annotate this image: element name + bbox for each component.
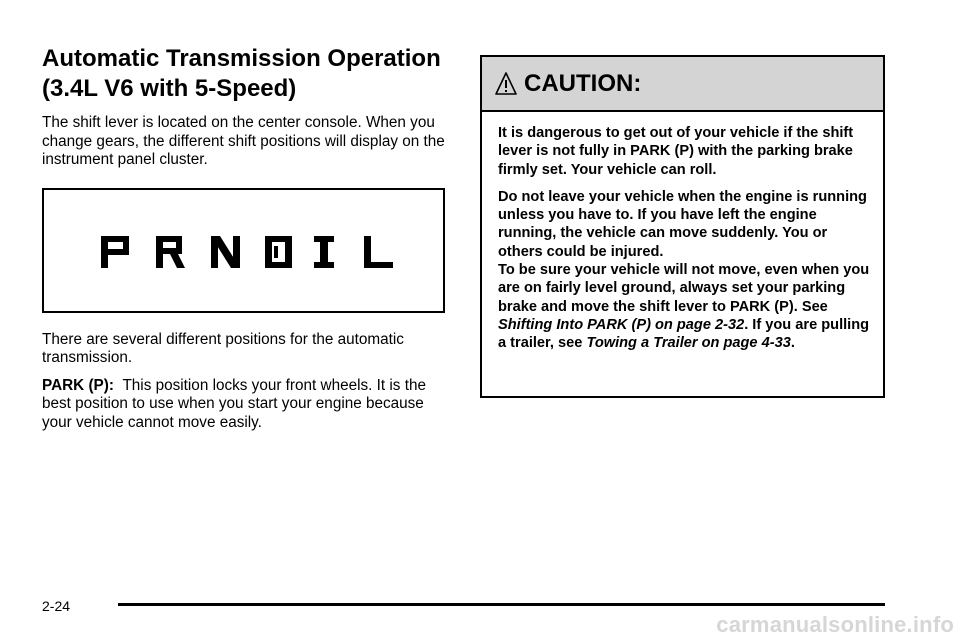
page-number: 2-24	[42, 598, 71, 614]
shift-indicator-figure	[42, 188, 445, 313]
xref-towing-a-trailer[interactable]: Towing a Trailer on page 4-33	[586, 335, 791, 352]
caution-paragraph-2: Do not leave your vehicle when the engine is running unless you have to. If you have left the engine running, the vehicle can move suddenly. You or others could be injured.	[498, 188, 867, 260]
warning-triangle-icon	[494, 71, 518, 97]
park-term: PARK (P):	[42, 376, 114, 394]
caution-text-c: .	[790, 335, 795, 352]
watermark-text: carmanualsonline.info	[716, 612, 954, 637]
intro-paragraph: The shift lever is located on the center console. When you change gears, the different shift positions will display on the instrument panel cluster.	[42, 114, 445, 168]
title-line-1: Automatic Transmission Operation	[42, 45, 441, 72]
shift-letter-l	[364, 236, 393, 268]
park-description: This position locks your front wheels. It is the best position to use when you start your engine because your vehicle cannot move easily.	[42, 376, 426, 431]
page-title	[42, 44, 447, 104]
caution-paragraph-1: It is dangerous to get out of your vehicle if the shift lever is not fully in PARK (P) with the parking brake firmly set. Your vehicle can roll.	[498, 125, 854, 178]
shift-letter-d	[265, 236, 292, 268]
left-column	[42, 44, 447, 441]
caution-body	[482, 112, 883, 353]
prndl-display	[99, 234, 399, 270]
xref-shifting-into-park[interactable]: Shifting Into PARK (P) on page 2-32	[498, 316, 745, 333]
park-paragraph	[42, 377, 447, 433]
shift-letter-r	[156, 236, 185, 268]
footer-divider	[118, 603, 885, 606]
caution-text-a: To be sure your vehicle will not move, even when you are on fairly level ground, always set your parking brake and move the shift lever to PARK (P). See	[498, 262, 870, 315]
caution-paragraph-3	[498, 261, 871, 352]
title-line-2: (3.4L V6 with 5-Speed)	[42, 75, 297, 102]
shift-letter-i	[314, 236, 334, 268]
shift-letter-p	[101, 236, 129, 268]
caution-text-b: . If you are pulling a trailer, see	[498, 316, 870, 352]
caution-header	[482, 57, 883, 112]
caution-box	[480, 55, 885, 398]
shift-letter-n	[211, 236, 240, 268]
caution-title: CAUTION:	[524, 69, 642, 97]
positions-paragraph: There are several different positions for the automatic transmission.	[42, 330, 404, 366]
